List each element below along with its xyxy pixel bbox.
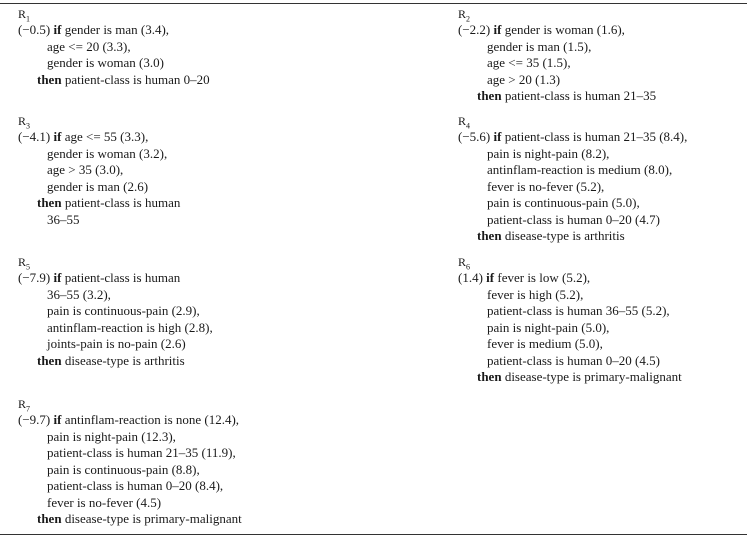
rule-keyword: if xyxy=(53,129,62,144)
rule-weight: (−0.5) xyxy=(18,22,54,37)
rule-line xyxy=(458,55,656,72)
rule-keyword: then xyxy=(37,352,62,368)
rule-condition: disease-type is arthritis xyxy=(61,352,185,368)
rule-block-r6 xyxy=(458,254,682,386)
rule-line xyxy=(458,129,687,146)
rule-condition: pain is night-pain (8.2), xyxy=(487,145,610,161)
rule-keyword: if xyxy=(486,270,495,285)
rule-block-r2 xyxy=(458,6,656,105)
rule-label xyxy=(18,254,213,270)
rule-line xyxy=(458,212,687,229)
rule-line xyxy=(458,22,656,39)
rule-line xyxy=(18,353,213,370)
rule-line xyxy=(18,270,213,287)
rule-weight: (−4.1) xyxy=(18,129,54,144)
rule-line xyxy=(458,270,682,287)
rule-block-r7 xyxy=(18,396,242,528)
rule-condition: patient-class is human 21–35 (11.9), xyxy=(47,445,236,460)
rule-line xyxy=(18,179,180,196)
rule-keyword: if xyxy=(493,129,502,144)
rule-keyword: then xyxy=(477,369,502,384)
rule-label xyxy=(18,396,242,412)
rule-weight: (−7.9) xyxy=(18,270,54,285)
rule-number: 4 xyxy=(466,121,471,131)
rule-block-r5 xyxy=(18,254,213,369)
rule-condition: patient-class is human 0–20 (4.5) xyxy=(487,352,660,368)
rule-line xyxy=(458,39,656,56)
rule-line xyxy=(458,228,687,245)
rule-label xyxy=(458,6,656,22)
rule-condition: patient-class is human 36–55 (5.2), xyxy=(487,303,670,318)
rule-condition: joints-pain is no-pain (2.6) xyxy=(47,336,186,351)
rule-line xyxy=(18,478,242,495)
rule-keyword: then xyxy=(37,71,62,87)
rule-line xyxy=(458,72,656,89)
rule-number: 1 xyxy=(26,14,31,24)
rule-line xyxy=(458,88,656,105)
rule-condition: fever is high (5.2), xyxy=(487,286,584,302)
rule-condition: pain is continuous-pain (8.8), xyxy=(47,461,200,477)
rule-label xyxy=(458,254,682,270)
rule-letter: R xyxy=(458,114,467,128)
rule-condition: patient-class is human 21–35 (8.4), xyxy=(501,129,688,144)
rule-condition: pain is continuous-pain (2.9), xyxy=(47,303,200,318)
rule-label xyxy=(18,113,180,129)
rule-weight: (−5.6) xyxy=(458,129,494,144)
rule-condition: age <= 35 (1.5), xyxy=(487,55,571,70)
rule-number: 3 xyxy=(26,121,31,131)
rule-keyword: then xyxy=(477,228,502,243)
rule-line xyxy=(18,72,210,89)
rule-line xyxy=(18,303,213,320)
rule-line xyxy=(18,462,242,479)
rule-keyword: if xyxy=(53,412,62,427)
rule-line xyxy=(18,511,242,528)
rule-condition: gender is woman (1.6), xyxy=(501,22,625,37)
rule-condition: age > 35 (3.0), xyxy=(47,162,124,177)
rule-letter: R xyxy=(18,114,27,128)
rule-line xyxy=(18,336,213,353)
rule-number: 6 xyxy=(466,262,471,272)
rule-line xyxy=(18,129,180,146)
rule-line xyxy=(458,320,682,337)
rule-label xyxy=(458,113,687,129)
rule-letter: R xyxy=(18,7,27,21)
rule-line xyxy=(18,429,242,446)
rule-condition: age <= 55 (3.3), xyxy=(61,129,149,144)
rule-keyword: then xyxy=(477,88,502,103)
rule-condition: gender is woman (3.0) xyxy=(47,55,164,70)
rule-line xyxy=(18,195,180,212)
rule-weight: (−2.2) xyxy=(458,22,494,37)
rule-number: 2 xyxy=(466,14,471,24)
rule-keyword: if xyxy=(53,22,62,37)
rule-condition: patient-class is human 0–20 (8.4), xyxy=(47,478,224,493)
rule-block-r1 xyxy=(18,6,210,88)
rule-line xyxy=(18,55,210,72)
rule-line xyxy=(18,212,180,229)
rule-condition: patient-class is human 21–35 xyxy=(501,88,657,103)
table-top-rule xyxy=(0,3,747,4)
rule-number: 5 xyxy=(26,262,31,272)
rule-condition: gender is man (3.4), xyxy=(61,22,170,37)
rule-condition: fever is medium (5.0), xyxy=(487,336,603,351)
rule-weight: (−9.7) xyxy=(18,412,54,427)
rule-condition: gender is man (2.6) xyxy=(47,178,149,194)
rule-condition: gender is man (1.5), xyxy=(487,38,592,54)
rule-line xyxy=(18,412,242,429)
rule-line xyxy=(18,146,180,163)
rule-condition: patient-class is human xyxy=(61,195,181,210)
rule-block-r4 xyxy=(458,113,687,245)
rule-keyword: if xyxy=(53,270,62,285)
rule-line xyxy=(18,495,242,512)
rule-block-r3 xyxy=(18,113,180,228)
rule-line xyxy=(18,287,213,304)
rule-condition: antinflam-reaction is none (12.4), xyxy=(61,412,240,427)
rule-line xyxy=(18,445,242,462)
rule-condition: pain is continuous-pain (5.0), xyxy=(487,195,640,210)
rule-keyword: then xyxy=(37,511,62,526)
rule-line xyxy=(458,303,682,320)
rule-condition: age > 20 (1.3) xyxy=(487,71,561,87)
rule-line xyxy=(458,369,682,386)
rule-letter: R xyxy=(18,397,27,411)
rule-condition: fever is no-fever (4.5) xyxy=(47,494,162,510)
rule-condition: 36–55 xyxy=(47,211,80,227)
rule-condition: disease-type is arthritis xyxy=(501,228,625,243)
rule-line xyxy=(458,146,687,163)
table-bottom-rule xyxy=(0,534,747,535)
rule-line xyxy=(18,320,213,337)
rule-line xyxy=(18,22,210,39)
rule-letter: R xyxy=(18,255,27,269)
rule-condition: disease-type is primary-malignant xyxy=(501,369,682,384)
rule-condition: fever is low (5.2), xyxy=(494,270,591,285)
rule-letter: R xyxy=(458,255,467,269)
rule-condition: 36–55 (3.2), xyxy=(47,286,111,302)
rule-condition: antinflam-reaction is medium (8.0), xyxy=(487,162,673,177)
rule-condition: gender is woman (3.2), xyxy=(47,145,168,161)
rule-condition: antinflam-reaction is high (2.8), xyxy=(47,319,213,335)
rule-label xyxy=(18,6,210,22)
rule-condition: disease-type is primary-malignant xyxy=(61,511,242,526)
rule-letter: R xyxy=(458,7,467,21)
rule-line xyxy=(458,353,682,370)
rule-condition: fever is no-fever (5.2), xyxy=(487,178,605,194)
rule-condition: patient-class is human 0–20 xyxy=(61,71,210,87)
rule-line xyxy=(458,287,682,304)
rule-weight: (1.4) xyxy=(458,270,487,285)
rule-line xyxy=(458,195,687,212)
rule-keyword: then xyxy=(37,195,62,210)
rule-line xyxy=(18,162,180,179)
rule-condition: patient-class is human 0–20 (4.7) xyxy=(487,211,660,227)
rule-condition: age <= 20 (3.3), xyxy=(47,38,131,54)
rule-number: 7 xyxy=(26,404,31,414)
rule-condition: patient-class is human xyxy=(61,270,181,285)
rule-condition: pain is night-pain (12.3), xyxy=(47,428,176,444)
rule-condition: pain is night-pain (5.0), xyxy=(487,319,610,335)
rule-line xyxy=(18,39,210,56)
rule-line xyxy=(458,179,687,196)
rule-keyword: if xyxy=(493,22,502,37)
rule-line xyxy=(458,162,687,179)
rule-line xyxy=(458,336,682,353)
